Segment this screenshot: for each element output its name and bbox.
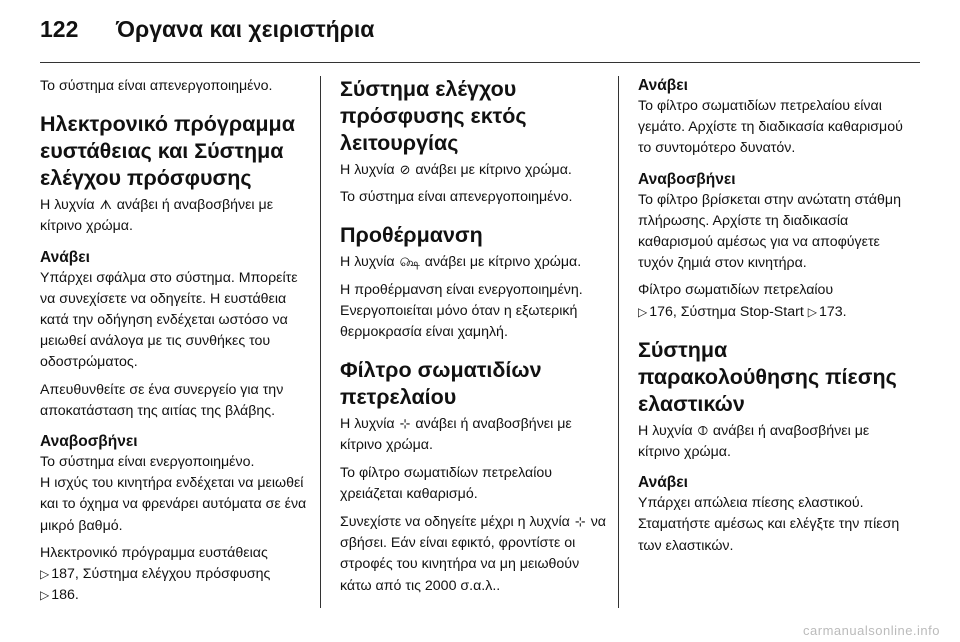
dpf-paragraph-2: Το φίλτρο σωματιδίων πετρελαίου χρειάζεται καθαρισμό.: [340, 464, 553, 502]
heading-traction-off: Σύστημα ελέγχου πρόσφυσης εκτός λειτουργίας: [340, 77, 527, 155]
column-left: [40, 76, 308, 612]
column-right: [638, 76, 906, 563]
subheading-on: Ανάβει: [40, 248, 90, 266]
text: Ηλεκτρονικό πρόγραμμα ευστάθειας: [40, 544, 268, 561]
esp-warning-icon: ᗑ: [99, 197, 112, 213]
dpf-flash-paragraph: Το φίλτρο βρίσκεται στην ανώτατη στάθμη πλήρωσης. Αρχίστε τη διαδικασία καθαρισμού αμέσως για να αποφύγετε τυχόν ζημιά στον κινητήρα.: [638, 191, 901, 272]
flash-paragraph-1: [40, 452, 308, 537]
text: Η ισχύς του κινητήρα ενδέχεται να μειωθεί και το όχημα να φρενάρει αυτόματα σε ένα μικρό βαθμό.: [40, 475, 307, 534]
dpf-icon: ⊹: [574, 514, 586, 530]
text: Η λυχνία: [638, 422, 693, 439]
text: Συνεχίστε να οδηγείτε μέχρι η λυχνία: [340, 514, 570, 531]
reference-paragraph: [638, 280, 906, 322]
text: ανάβει ή αναβοσβήνει με κίτρινο χρώμα.: [638, 422, 870, 461]
text: Το σύστημα είναι ενεργοποιημένο.: [40, 454, 255, 471]
on-paragraph-1: Υπάρχει σφάλμα στο σύστημα. Μπορείτε να συνεχίσετε να οδηγείτε. Η ευστάθεια κατά την οδήγηση ενδέχεται ωστόσο να μειωθεί ανάλογα με τις συνθήκες του οδοστρώματος.: [40, 269, 298, 371]
tc-paragraph-2: Το σύστημα είναι απενεργοποιημένο.: [340, 189, 573, 206]
heading-dpf: Φίλτρο σωματιδίων πετρελαίου: [340, 358, 542, 410]
subheading-flash: Αναβοσβήνει: [638, 170, 736, 188]
tpms-lamp-paragraph: [638, 420, 906, 463]
reference-link[interactable]: 187, Σύστημα ελέγχου πρόσφυσης: [51, 566, 271, 583]
dpf-on-paragraph: Το φίλτρο σωματιδίων πετρελαίου είναι γεμάτο. Αρχίστε τη διαδικασία καθαρισμού το συντομότερο δυνατόν.: [638, 98, 903, 157]
text: Η λυχνία: [340, 416, 395, 433]
dpf-icon: ⊹: [399, 416, 411, 432]
flash-paragraph-2: [40, 543, 308, 607]
heading-tpms: Σύστημα παρακολούθησης πίεσης ελαστικών: [638, 337, 897, 416]
subheading-on: Ανάβει: [638, 77, 688, 94]
reference-arrow-icon: ▷: [638, 304, 648, 319]
column-middle: [340, 76, 608, 603]
subheading-flash: Αναβοσβήνει: [40, 433, 138, 451]
heading-esp: Ηλεκτρονικό πρόγραμμα ευστάθειας και Σύστημα ελέγχου πρόσφυσης: [40, 112, 295, 191]
text: ανάβει με κίτρινο χρώμα.: [424, 254, 582, 271]
page-title: Όργανα και χειριστήρια: [116, 16, 375, 42]
dpf-paragraph-3: [340, 511, 608, 597]
header-rule: [40, 62, 920, 63]
esp-lamp-paragraph: [40, 194, 308, 237]
traction-off-icon: ⊘: [399, 162, 411, 177]
glow-plug-icon: ௸: [399, 254, 420, 270]
text: να σβήσει. Εάν είναι εφικτό, φροντίστε οι στροφές του κινητήρα να μη μειωθούν κάτω από τις 2000 σ.α.λ..: [340, 514, 606, 594]
text: ανάβει ή αναβοσβήνει με κίτρινο χρώμα.: [40, 197, 274, 235]
reference-link[interactable]: 173.: [818, 303, 847, 320]
tire-pressure-icon: ⦷: [697, 422, 708, 438]
reference-link[interactable]: 186.: [51, 587, 79, 604]
preheat-paragraph-2: Η προθέρμανση είναι ενεργοποιημένη. Ενεργοποιείται μόνο όταν η εξωτερική θερμοκρασία είναι χαμηλή.: [340, 281, 583, 341]
text: ανάβει ή αναβοσβήνει με κίτρινο χρώμα.: [340, 416, 572, 454]
page-number: 122: [40, 16, 79, 42]
reference-arrow-icon: ▷: [40, 588, 50, 603]
text: Φίλτρο σωματιδίων πετρελαίου: [638, 282, 834, 299]
dpf-lamp-paragraph: [340, 413, 608, 456]
text: Η λυχνία: [340, 254, 395, 271]
text: ανάβει με κίτρινο χρώμα.: [415, 162, 572, 178]
watermark: carmanualsonline.info: [803, 623, 940, 638]
text: Η λυχνία: [40, 197, 95, 214]
on-paragraph-2: Απευθυνθείτε σε ένα συνεργείο για την αποκατάσταση της αιτίας της βλάβης.: [40, 381, 284, 419]
reference-link[interactable]: 176, Σύστημα Stop-Start: [649, 303, 804, 320]
tc-lamp-paragraph: [340, 159, 608, 181]
page-header: [40, 16, 374, 43]
intro-paragraph: Το σύστημα είναι απενεργοποιημένο.: [40, 78, 273, 94]
column-divider: [618, 76, 619, 608]
text: Η λυχνία: [340, 162, 395, 178]
tpms-on-paragraph: Υπάρχει απώλεια πίεσης ελαστικού. Σταματήστε αμέσως και ελέγξτε την πίεση των ελαστικών.: [638, 495, 900, 554]
reference-arrow-icon: ▷: [807, 304, 817, 319]
reference-arrow-icon: ▷: [40, 567, 50, 582]
preheat-lamp-paragraph: [340, 251, 608, 273]
column-divider: [320, 76, 321, 608]
heading-preheat: Προθέρμανση: [340, 223, 483, 248]
subheading-on: Ανάβει: [638, 474, 688, 492]
